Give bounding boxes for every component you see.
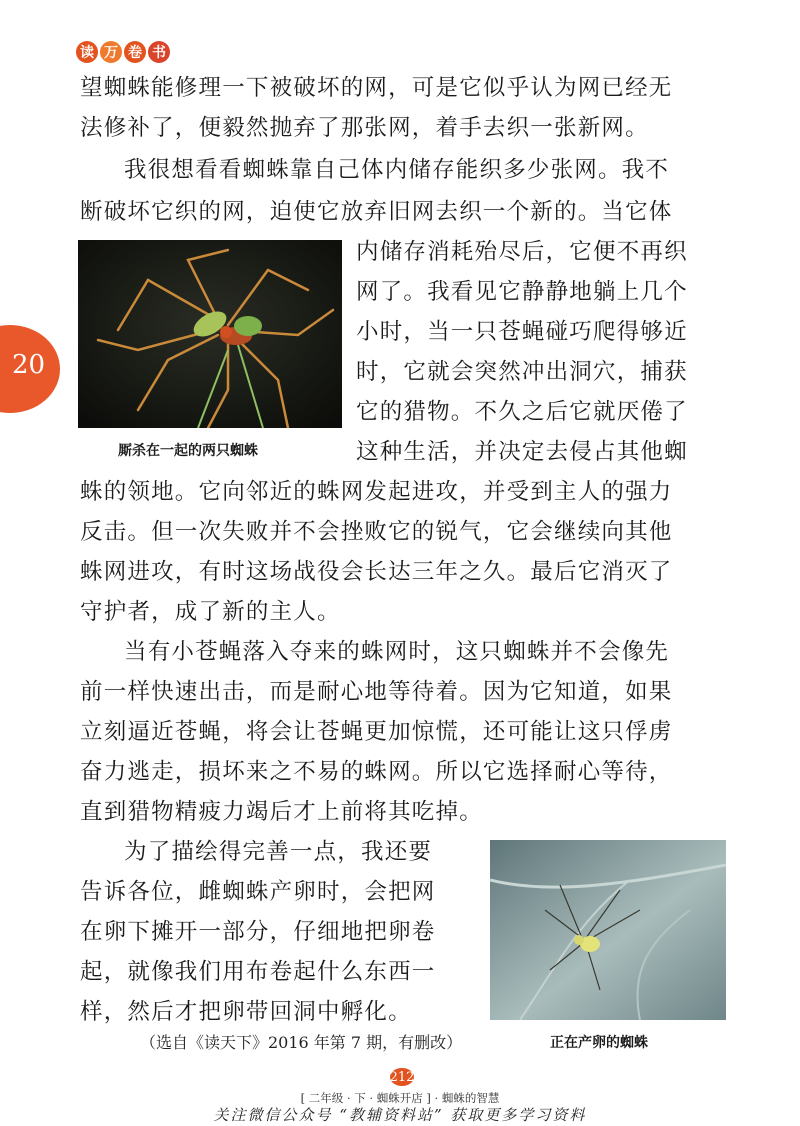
text-line: 告诉各位，雌蜘蛛产卵时，会把网: [80, 879, 436, 905]
page-number: 212: [389, 1069, 415, 1085]
text-line: 样，然后才把卵带回洞中孵化。: [80, 999, 412, 1025]
text-line: 奋力逃走，损坏来之不易的蛛网。所以它选择耐心等待，: [80, 759, 673, 785]
series-badge: [76, 40, 170, 64]
text-line: 在卵下摊开一部分，仔细地把卵卷: [80, 919, 436, 945]
badge-char: 卷: [124, 41, 146, 63]
photo-caption: 厮杀在一起的两只蜘蛛: [118, 443, 258, 459]
badge-char: 读: [76, 41, 98, 63]
text-line: 守护者，成了新的主人。: [80, 599, 341, 625]
text-line: 它的猎物。不久之后它就厌倦了: [356, 399, 688, 425]
text-line: 蛛的领地。它向邻近的蛛网发起进攻，并受到主人的强力: [80, 479, 673, 505]
text-line: 直到猎物精疲力竭后才上前将其吃掉。: [80, 799, 483, 825]
text-line: 时，它就会突然冲出洞穴，捕获: [356, 359, 688, 385]
badge-char: 万: [100, 41, 122, 63]
text-line: 内储存消耗殆尽后，它便不再织: [356, 239, 688, 265]
text-line: 前一样快速出击，而是耐心地等待着。因为它知道，如果: [80, 679, 673, 705]
text-line: 蛛网进攻，有时这场战役会长达三年之久。最后它消灭了: [80, 559, 673, 585]
text-line: 为了描绘得完善一点，我还要: [124, 839, 433, 865]
page-tab-number: 20: [12, 350, 46, 380]
text-line: 断破坏它织的网，迫使它放弃旧网去织一个新的。当它体: [80, 199, 673, 225]
spider-fight-photo: [78, 240, 342, 428]
text-line: 立刻逼近苍蝇，将会让苍蝇更加惊慌，还可能让这只俘虏: [80, 719, 673, 745]
text-line: 法修补了，便毅然抛弃了那张网，着手去织一张新网。: [80, 115, 649, 141]
badge-char: 书: [148, 41, 170, 63]
text-line: 网了。我看见它静静地躺上几个: [356, 279, 688, 305]
promo-line: 关注微信公众号 “教辅资料站” 获取更多学习资料: [213, 1106, 587, 1124]
text-line: 起，就像我们用布卷起什么东西一: [80, 959, 436, 985]
text-line: 小时，当一只苍蝇碰巧爬得够近: [356, 319, 688, 345]
text-line: 当有小苍蝇落入夺来的蛛网时，这只蜘蛛并不会像先: [124, 639, 670, 665]
photo-caption: 正在产卵的蜘蛛: [550, 1035, 648, 1051]
running-title: [ 二年级 · 下 · 蜘蛛开店 ] · 蜘蛛的智慧: [300, 1091, 500, 1105]
text-line: 望蜘蛛能修理一下被破坏的网，可是它似乎认为网已经无: [80, 75, 673, 101]
text-line: 我很想看看蜘蛛靠自己体内储存能织多少张网。我不: [124, 157, 670, 183]
text-line: 这种生活，并决定去侵占其他蜘: [356, 439, 688, 465]
spider-egg-photo: [490, 840, 726, 1020]
text-line: 反击。但一次失败并不会挫败它的锐气，它会继续向其他: [80, 519, 673, 545]
source-note: （选自《读天下》2016 年第 7 期，有删改）: [140, 1033, 463, 1052]
